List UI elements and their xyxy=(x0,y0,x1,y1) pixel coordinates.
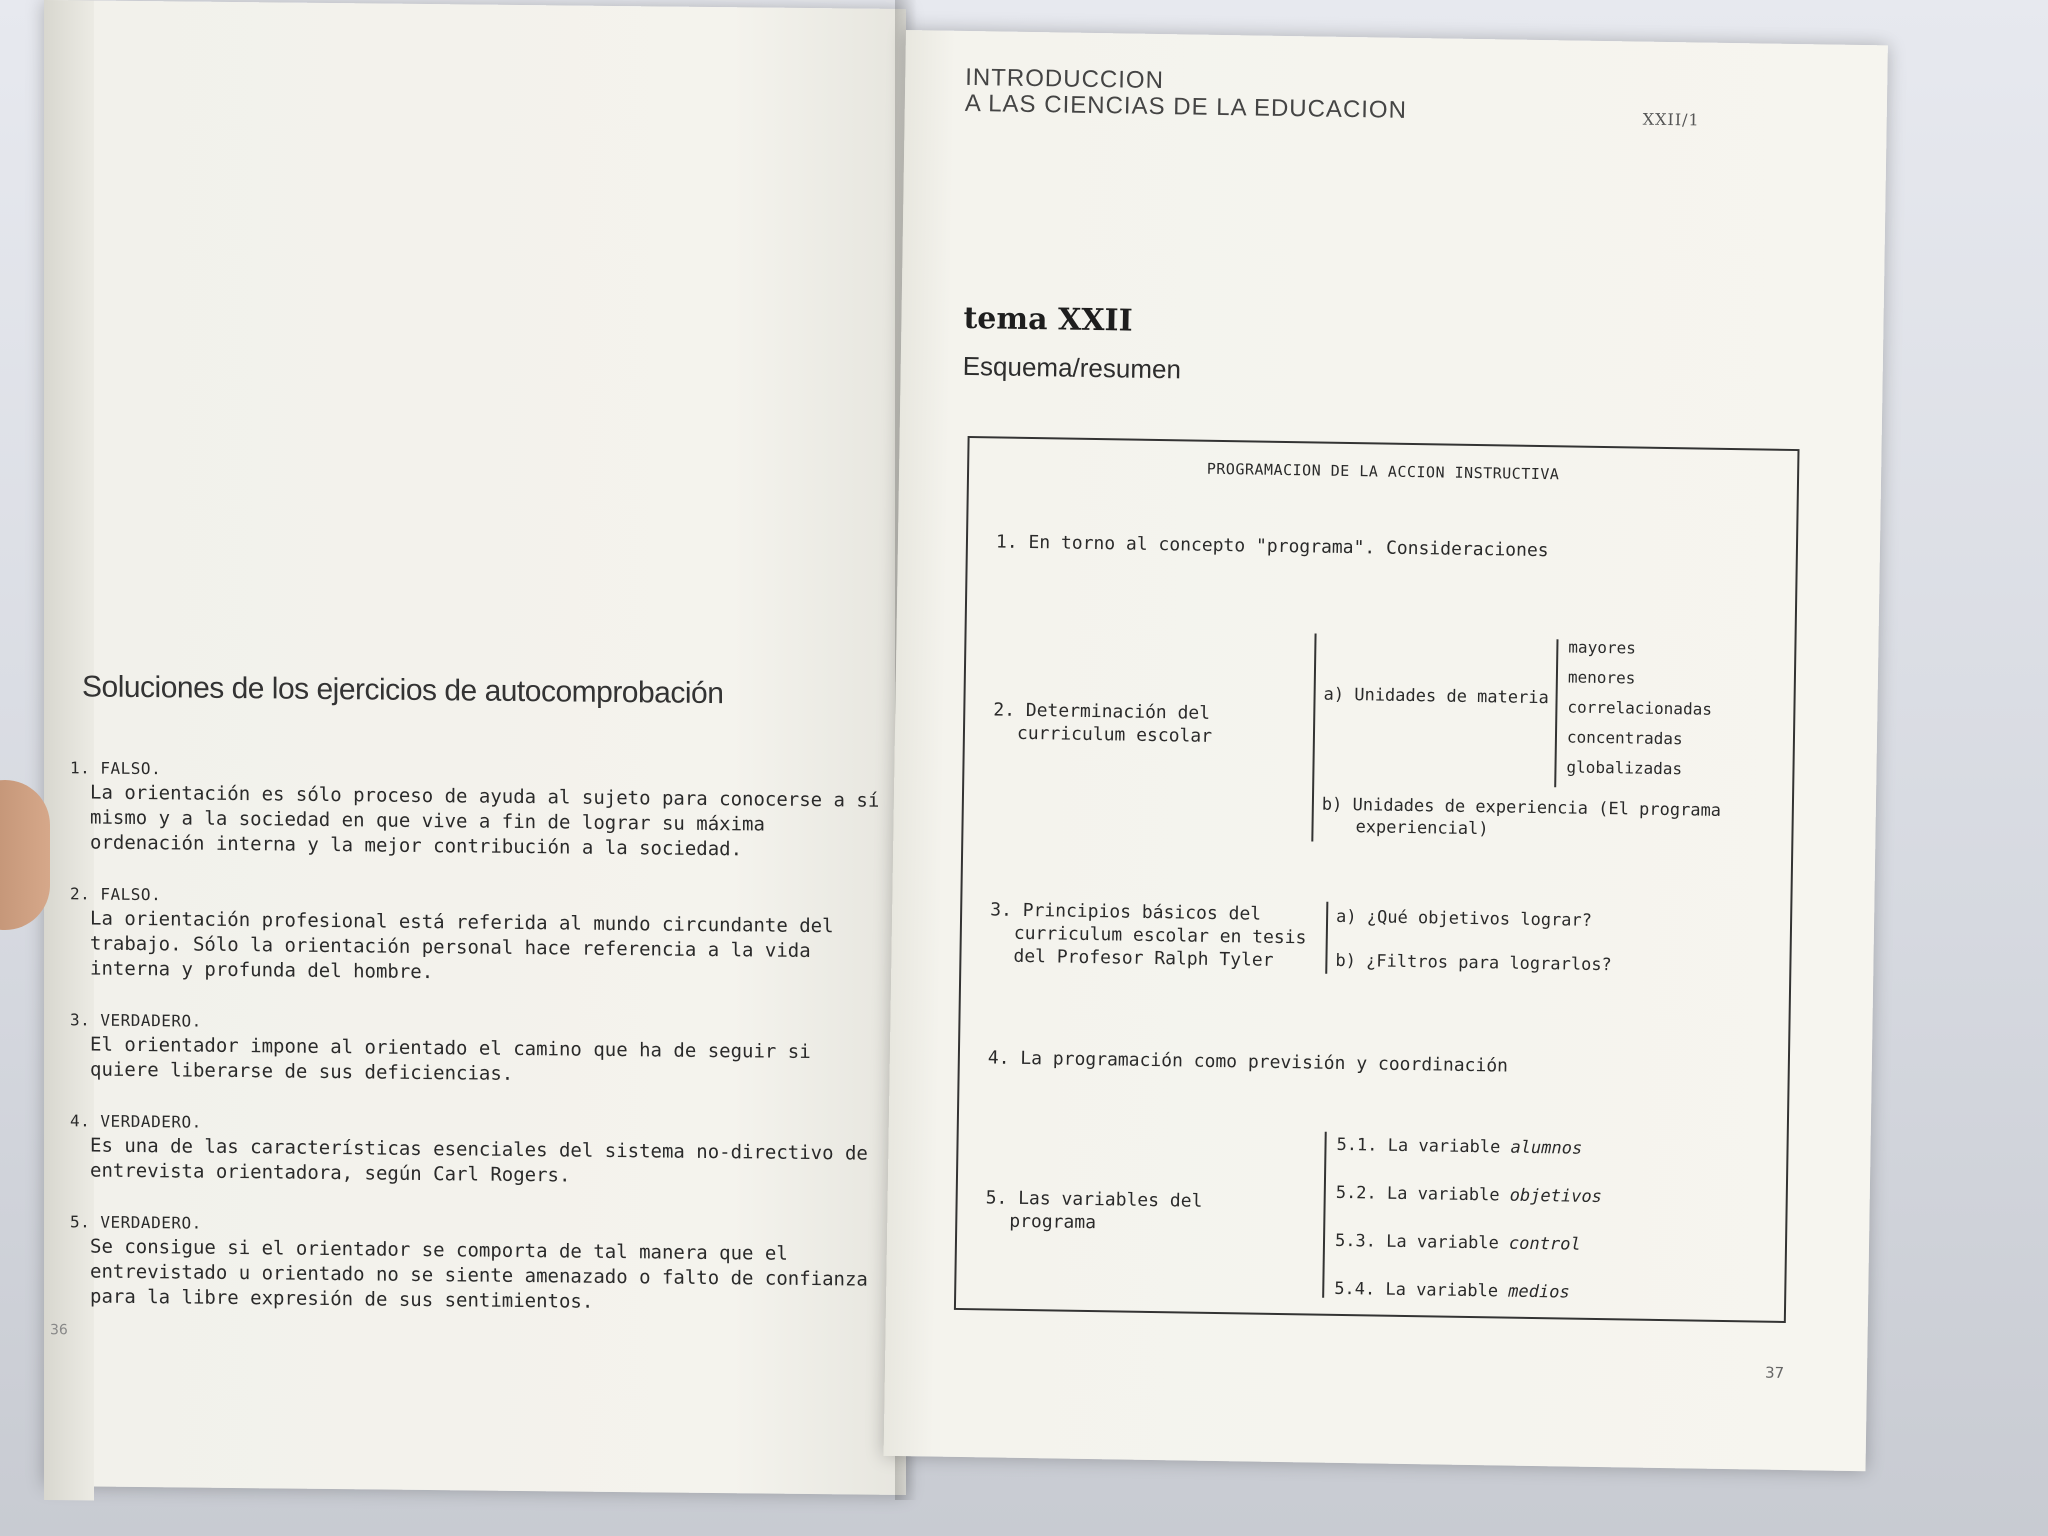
answer-body: La orientación es sólo proceso de ayuda al sujeto para conocerse a sí mismo y a la sociedad en que vive a fin de lograr su máxima ordenación interna y la mejor contribución a la sociedad. xyxy=(90,781,880,861)
item-3-line2: curriculum escolar en tesis xyxy=(1013,922,1307,949)
answer-item xyxy=(70,755,890,864)
item-2-line1: 2. Determinación del xyxy=(993,699,1211,724)
option-globalizadas: globalizadas xyxy=(1566,757,1683,779)
option-menores: menores xyxy=(1567,667,1636,688)
box-title: PROGRAMACION DE LA ACCION INSTRUCTIVA xyxy=(1206,459,1560,484)
variable-prefix: 5.4. La variable xyxy=(1334,1278,1509,1302)
item-2-a: a) Unidades de materia xyxy=(1323,684,1549,709)
answer-body: Se consigue si el orientador se comporta de tal manera que el entrevistado u orientado no se siente amenazado o falto de confianza para la libre expresión de sus sentimientos. xyxy=(90,1235,868,1313)
section-title: Soluciones de los ejercicios de autocomprobación xyxy=(82,670,724,711)
answer-body: La orientación profesional está referida al mundo circundante del trabajo. Sólo la orientación personal hace referencia a la vida interna y profunda del hombre. xyxy=(90,907,834,984)
item-3-line3: del Profesor Ralph Tyler xyxy=(1013,945,1274,971)
answer-body: El orientador impone al orientado el camino que ha de seguir si quiere liberarse de sus deficiencias. xyxy=(90,1033,811,1085)
item-2-b-line1: b) Unidades de experiencia (El programa xyxy=(1321,794,1722,821)
variable-2 xyxy=(1336,1182,1602,1208)
running-head xyxy=(965,65,1408,124)
variable-name: objetivos xyxy=(1509,1185,1603,1208)
variable-name: control xyxy=(1508,1233,1581,1255)
answer-item xyxy=(70,1108,890,1192)
thumb xyxy=(0,780,50,930)
answer-body: Es una de las características esenciales del sistema no-directivo de entrevista orientadora, según Carl Rogers. xyxy=(90,1134,868,1187)
answer-head: 3. VERDADERO. xyxy=(70,1010,202,1031)
option-concentradas: concentradas xyxy=(1566,727,1683,749)
variable-name: medios xyxy=(1508,1281,1570,1303)
variable-1 xyxy=(1336,1134,1582,1160)
bracket-line xyxy=(1311,633,1316,841)
option-correlacionadas: correlacionadas xyxy=(1567,697,1713,719)
right-page xyxy=(884,30,1888,1471)
answer-item xyxy=(70,881,890,990)
bracket-line xyxy=(1322,1132,1327,1298)
variable-prefix: 5.2. La variable xyxy=(1335,1182,1510,1206)
variable-prefix: 5.1. La variable xyxy=(1336,1134,1511,1158)
answer-head: 2. FALSO. xyxy=(70,884,162,905)
folio: XXII/1 xyxy=(1642,109,1700,130)
running-head-line2: A LAS CIENCIAS DE LA EDUCACION xyxy=(964,89,1408,124)
answer-head: 4. VERDADERO. xyxy=(70,1111,202,1132)
page-number: 37 xyxy=(1764,1363,1785,1382)
item-2-line2: curriculum escolar xyxy=(1016,722,1213,747)
item-5-line2: programa xyxy=(1009,1210,1097,1234)
summary-box xyxy=(954,436,1800,1323)
variable-prefix: 5.3. La variable xyxy=(1334,1230,1510,1254)
left-page xyxy=(44,0,906,1495)
chapter-title: tema XXII xyxy=(963,300,1133,339)
variable-3 xyxy=(1335,1230,1581,1256)
running-head-line1: INTRODUCCION xyxy=(965,63,1165,95)
answer-head: 1. FALSO. xyxy=(70,758,162,779)
answers-list xyxy=(70,755,890,1344)
item-3-line1: 3. Principios básicos del xyxy=(990,899,1262,925)
item-3-b: b) ¿Filtros para lograrlos? xyxy=(1335,950,1612,976)
chapter-subtitle: Esquema/resumen xyxy=(962,350,1182,385)
bracket-line xyxy=(1554,639,1558,787)
option-mayores: mayores xyxy=(1568,637,1636,658)
variable-name: alumnos xyxy=(1510,1137,1583,1159)
item-1: 1. En torno al concepto "programa". Consideraciones xyxy=(995,531,1549,562)
page-number: 36 xyxy=(50,1322,68,1339)
item-2-b-line2: experiencial) xyxy=(1355,817,1489,840)
variable-4 xyxy=(1334,1278,1570,1304)
answer-item xyxy=(70,1007,890,1091)
item-3-a: a) ¿Qué objetivos lograr? xyxy=(1335,906,1593,931)
answer-head: 5. VERDADERO. xyxy=(70,1212,202,1233)
item-5-line1: 5. Las variables del xyxy=(985,1187,1203,1212)
item-4: 4. La programación como previsión y coordinación xyxy=(987,1047,1509,1077)
answer-item xyxy=(70,1209,890,1318)
bracket-line xyxy=(1325,902,1328,974)
